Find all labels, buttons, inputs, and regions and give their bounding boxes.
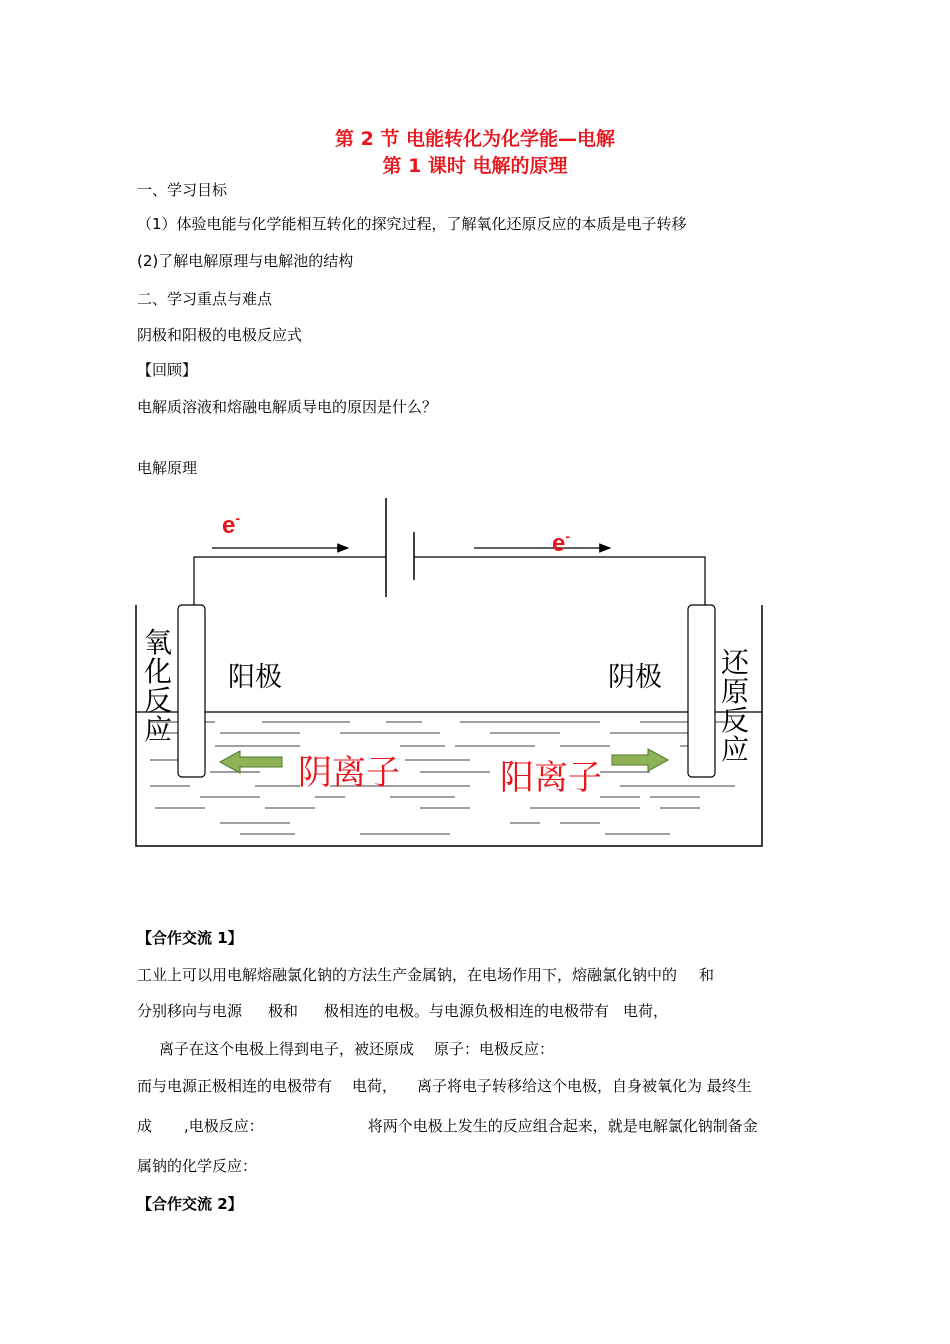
text-run: 电荷， bbox=[352, 1077, 398, 1095]
text-run: 极和 bbox=[268, 1002, 299, 1020]
exchange1-line-3 bbox=[159, 1038, 554, 1059]
page-subtitle: 第 1 课时 电解的原理 bbox=[382, 155, 568, 177]
vertical-text: 还原反应 bbox=[720, 646, 750, 766]
circuit-wire bbox=[194, 557, 386, 605]
principle-label: 电解原理 bbox=[137, 459, 198, 477]
text-run: 离子将电子转移给这个电极，自身被氧化为 最终生 bbox=[417, 1077, 752, 1095]
key-text: 阴极和阳极的电极反应式 bbox=[137, 326, 303, 344]
text-run: 电荷， bbox=[623, 1002, 669, 1020]
electrolytic-cell bbox=[136, 605, 762, 846]
goal-1: （1）体验电能与化学能相互转化的探究过程，了解氧化还原反应的本质是电子转移 bbox=[137, 215, 687, 233]
cathode-electrode bbox=[688, 605, 715, 777]
review-question: 电解质溶液和熔融电解质导电的原因是什么？ bbox=[137, 398, 438, 416]
liquid-lines bbox=[150, 722, 735, 834]
anion-label: 阴离子 bbox=[298, 753, 400, 793]
cation-migration-arrow bbox=[612, 749, 668, 771]
exchange1-line-6: 属钠的化学反应： bbox=[137, 1157, 258, 1175]
vertical-text: 氧化反应 bbox=[143, 626, 173, 746]
text-run: ,电极反应： bbox=[184, 1117, 264, 1135]
exchange1-line-5 bbox=[137, 1115, 758, 1136]
electron-label-left: e- bbox=[222, 510, 241, 539]
exchange1-line-1 bbox=[137, 964, 714, 985]
review-heading: 【回顾】 bbox=[137, 361, 198, 379]
anion-migration-arrow bbox=[220, 751, 282, 773]
text-run: 成 bbox=[137, 1117, 153, 1135]
page-title: 第 2 节 电能转化为化学能—电解 bbox=[334, 128, 616, 150]
exchange1-heading: 【合作交流 1】 bbox=[137, 929, 243, 947]
cation-label: 阳离子 bbox=[500, 758, 602, 798]
circuit-wire bbox=[414, 557, 705, 605]
text-run: 和 bbox=[699, 966, 715, 984]
text-run: 分别移向与电源 bbox=[137, 1002, 243, 1020]
cathode-label: 阴极 bbox=[608, 662, 662, 693]
oxidation-label bbox=[144, 626, 172, 746]
electron-label-right: e- bbox=[552, 528, 571, 557]
anode-label: 阳极 bbox=[228, 662, 282, 693]
exchange1-line-4 bbox=[137, 1075, 752, 1096]
anode-electrode bbox=[178, 605, 205, 777]
text-run: 离子在这个电极上得到电子，被还原成 bbox=[159, 1040, 415, 1058]
exchange1-line-2 bbox=[137, 1000, 668, 1021]
exchange2-heading: 【合作交流 2】 bbox=[137, 1195, 243, 1213]
text-run: 将两个电极上发生的反应组合起来，就是电解氯化钠制备金 bbox=[367, 1117, 758, 1135]
text-run: 而与电源正极相连的电极带有 bbox=[137, 1077, 333, 1095]
text-run: 极相连的电极。与电源负极相连的电极带有 bbox=[324, 1002, 610, 1020]
text-run: 工业上可以用电解熔融氯化钠的方法生产金属钠，在电场作用下，熔融氯化钠中的 bbox=[137, 966, 678, 984]
reduction-label bbox=[721, 646, 750, 766]
goal-2: (2)了解电解原理与电解池的结构 bbox=[137, 252, 354, 270]
goals-heading: 一、学习目标 bbox=[137, 181, 228, 199]
key-heading: 二、学习重点与难点 bbox=[137, 290, 273, 308]
text-run: 原子：电极反应： bbox=[434, 1040, 555, 1058]
